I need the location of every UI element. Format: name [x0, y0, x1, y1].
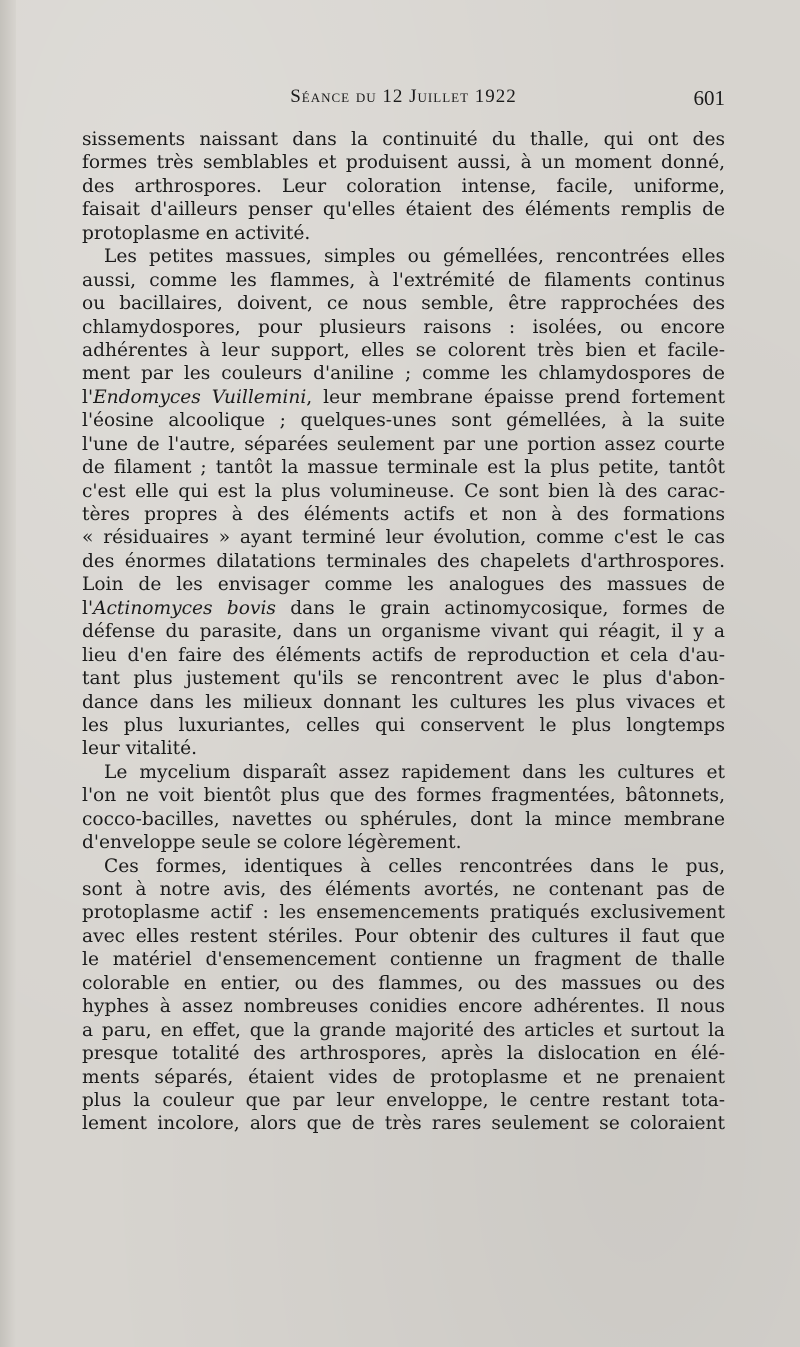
text-line: « résiduaires » ayant terminé leur évolution, comme c'est le cas	[82, 527, 725, 549]
text-fragment: l'	[82, 597, 94, 619]
text-line: avec elles restent stériles. Pour obtenir des cultures il faut que	[82, 925, 725, 947]
text-fragment: dans le grain actinomycosique, formes de	[275, 597, 725, 619]
paragraph-start-line: Les petites massues, simples ou gémellées, rencontrées elles	[104, 246, 725, 268]
page-number: 601	[693, 86, 725, 110]
species-name-italic: Endomyces Vuillemini	[93, 386, 307, 408]
text-line: plus la couleur que par leur enveloppe, le centre restant tota-	[82, 1089, 725, 1111]
text-line: dance dans les milieux donnant les cultures les plus vivaces et	[82, 691, 725, 713]
text-line: le matériel d'ensemencement contienne un fragment de thalle	[82, 949, 725, 971]
text-line: des énormes dilatations terminales des chapelets d'arthrospores.	[82, 550, 725, 572]
text-line: presque totalité des arthrospores, après la dislocation en élé-	[82, 1043, 725, 1065]
page-edge-shadow	[0, 0, 16, 1347]
text-line: ments séparés, étaient vides de protoplasme et ne prenaient	[82, 1066, 725, 1088]
text-line: sont à notre avis, des éléments avortés, ne contenant pas de	[82, 879, 725, 900]
text-line: sissements naissant dans la continuité du thalle, qui ont des	[82, 129, 725, 150]
text-line: formes très semblables et produisent aussi, à un moment donné,	[82, 152, 725, 174]
paragraph-end-line: protoplasme en activité.	[82, 222, 311, 244]
text-line: adhérentes à leur support, elles se colorent très bien et facile-	[82, 339, 725, 361]
text-line: de filament ; tantôt la massue terminale est la plus petite, tantôt	[82, 457, 725, 479]
text-line: tant plus justement qu'ils se rencontrent avec le plus d'abon-	[82, 668, 725, 690]
text-line: tères propres à des éléments actifs et non à des formations	[82, 504, 725, 525]
text-line: colorable en entier, ou des flammes, ou des massues ou des	[82, 972, 725, 994]
text-line-with-italic	[82, 386, 725, 409]
paragraph-end-line: leur vitalité.	[82, 738, 198, 760]
paragraph-start-line: Ces formes, identiques à celles rencontrées dans le pus,	[104, 855, 725, 877]
text-line-with-italic	[82, 597, 725, 620]
text-line: c'est elle qui est la plus volumineuse. Ce sont bien là des carac-	[82, 480, 725, 502]
text-line: lement incolore, alors que de très rares seulement se coloraient	[82, 1113, 725, 1135]
running-head	[82, 86, 725, 112]
text-line: ou bacillaires, doivent, ce nous semble, être rapprochées des	[82, 293, 725, 315]
text-line: les plus luxuriantes, celles qui conservent le plus longtemps	[82, 714, 725, 736]
text-line: des arthrospores. Leur coloration intense, facile, uniforme,	[82, 175, 725, 197]
text-line: faisait d'ailleurs penser qu'elles étaient des éléments remplis de	[82, 199, 725, 221]
species-name-italic: Actinomyces bovis	[93, 597, 276, 619]
text-line: lieu d'en faire des éléments actifs de reproduction et cela d'au-	[82, 644, 725, 666]
paragraph-end-line: d'enveloppe seule se colore légèrement.	[82, 832, 462, 854]
text-fragment: , leur membrane épaisse prend fortement	[306, 386, 725, 408]
text-line: a paru, en effet, que la grande majorité des articles et surtout la	[82, 1019, 725, 1041]
text-fragment: l'	[82, 386, 94, 408]
body-text	[82, 128, 725, 1136]
text-line: ment par les couleurs d'aniline ; comme les chlamydospores de	[82, 363, 725, 385]
text-line: cocco-bacilles, navettes ou sphérules, dont la mince membrane	[82, 808, 725, 830]
text-line: défense du parasite, dans un organisme vivant qui réagit, il y a	[82, 621, 725, 643]
text-line: hyphes à assez nombreuses conidies encore adhérentes. Il nous	[82, 996, 725, 1018]
text-line: l'on ne voit bientôt plus que des formes fragmentées, bâtonnets,	[82, 785, 725, 807]
text-line: Loin de les envisager comme les analogues des massues de	[82, 574, 725, 596]
running-title: Séance du 12 Juillet 1922	[290, 86, 517, 107]
text-line: aussi, comme les flammes, à l'extrémité de filaments continus	[82, 269, 725, 291]
text-line: protoplasme actif : les ensemencements pratiqués exclusivement	[82, 902, 725, 924]
text-line: l'éosine alcoolique ; quelques-unes sont gémellées, à la suite	[82, 410, 725, 432]
text-line: l'une de l'autre, séparées seulement par une portion assez courte	[82, 433, 725, 455]
text-line: chlamydospores, pour plusieurs raisons : isolées, ou encore	[82, 316, 725, 338]
paragraph-start-line: Le mycelium disparaît assez rapidement dans les cultures et	[104, 761, 725, 783]
